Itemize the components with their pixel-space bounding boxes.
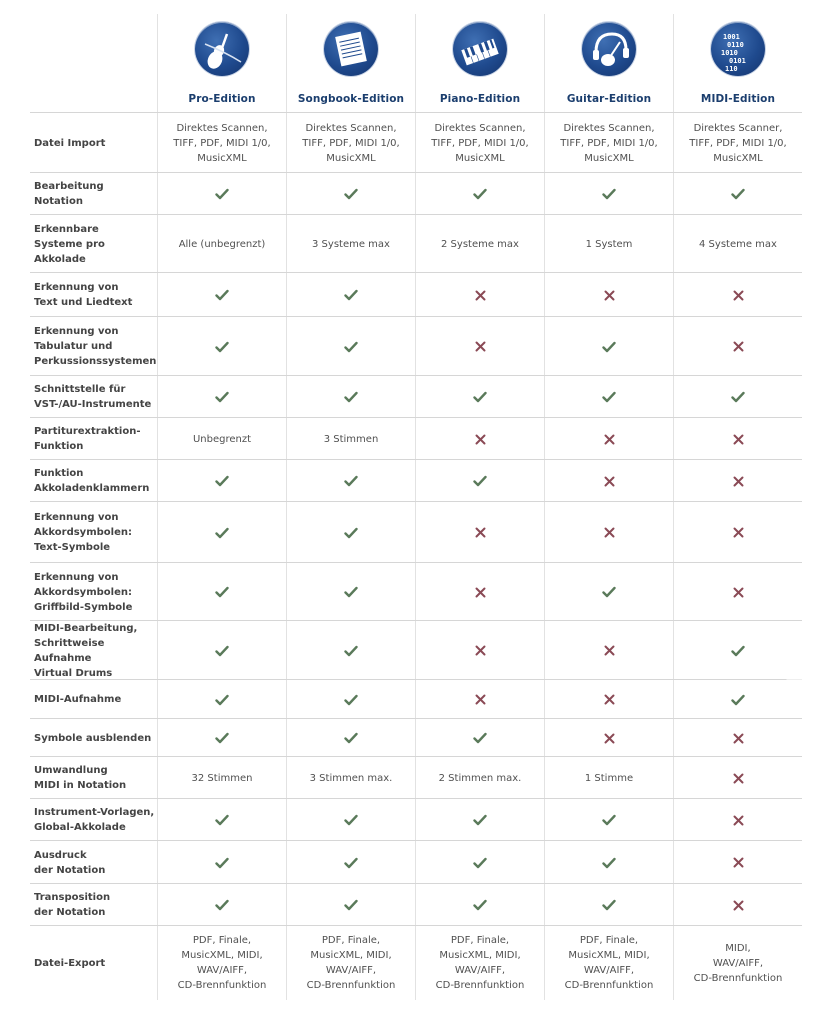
check-icon <box>344 694 358 706</box>
table-cell <box>287 173 415 215</box>
row-label <box>34 376 156 418</box>
check-icon <box>602 586 616 598</box>
check-icon <box>215 732 229 744</box>
table-cell <box>287 215 415 273</box>
table-cell <box>287 757 415 799</box>
cross-icon <box>475 341 486 352</box>
table-cell <box>416 926 544 1000</box>
table-cell <box>674 317 802 376</box>
cell-value: 1 Stimme <box>584 772 634 784</box>
table-cell <box>158 757 286 799</box>
check-icon <box>215 694 229 706</box>
table-cell <box>416 799 544 841</box>
edition-header <box>158 14 286 112</box>
row-label-text: MIDI-Aufnahme <box>34 694 122 705</box>
row-label-text: Erkennung von Akkordsymbolen: Griffbild-Symbole <box>34 571 133 613</box>
table-cell <box>416 215 544 273</box>
guitar-headphones-icon <box>582 22 636 76</box>
check-icon <box>731 645 745 657</box>
table-cell <box>545 460 673 502</box>
table-cell <box>545 502 673 563</box>
cross-icon <box>733 900 744 911</box>
cell-value: Direktes Scannen, TIFF, PDF, MIDI 1/0, MusicXML <box>173 122 271 164</box>
row-label-text: Erkennung von Text und Liedtext <box>34 282 133 308</box>
edition-header <box>416 14 544 112</box>
table-cell <box>545 926 673 1000</box>
table-cell <box>674 621 802 680</box>
edition-header <box>545 14 673 112</box>
table-cell <box>287 719 415 757</box>
cross-icon <box>733 773 744 784</box>
piano-icon <box>453 22 507 76</box>
table-cell <box>287 418 415 460</box>
cross-icon <box>475 434 486 445</box>
table-cell <box>158 799 286 841</box>
row-label <box>34 273 156 317</box>
check-icon <box>344 586 358 598</box>
cell-value: MIDI, WAV/AIFF, CD-Brennfunktion <box>693 942 783 984</box>
cell-value: 2 Systeme max <box>441 238 519 250</box>
table-cell <box>674 841 802 884</box>
row-label-text: Symbole ausblenden <box>34 732 152 744</box>
table-cell <box>545 563 673 621</box>
table-cell <box>158 113 286 173</box>
cross-icon <box>733 341 744 352</box>
table-cell <box>545 884 673 926</box>
cell-value: Direktes Scannen, TIFF, PDF, MIDI 1/0, MusicXML <box>560 122 658 164</box>
cell-value: 4 Systeme max <box>699 238 777 250</box>
row-label-text: Schnittstelle für VST-/AU-Instrumente <box>34 384 152 410</box>
row-label-text: Funktion Akkoladenklammern <box>34 468 150 494</box>
table-cell <box>545 273 673 317</box>
row-label <box>34 215 156 273</box>
check-icon <box>473 814 487 826</box>
table-cell <box>287 376 415 418</box>
svg-text:1001: 1001 <box>723 33 740 41</box>
svg-text:0110: 0110 <box>727 41 744 49</box>
table-cell <box>545 757 673 799</box>
table-cell <box>158 460 286 502</box>
table-cell <box>545 841 673 884</box>
check-icon <box>344 645 358 657</box>
row-label-text: Erkennung von Tabulatur und Perkussionssystemen <box>34 326 157 367</box>
check-icon <box>215 341 229 353</box>
table-cell <box>158 273 286 317</box>
cross-icon <box>733 587 744 598</box>
check-icon <box>473 857 487 869</box>
check-icon <box>215 857 229 869</box>
check-icon <box>344 391 358 403</box>
table-cell <box>416 884 544 926</box>
cross-icon <box>604 645 615 656</box>
cross-icon <box>733 290 744 301</box>
table-cell <box>545 317 673 376</box>
row-label <box>34 884 156 926</box>
row-label-text: MIDI-Bearbeitung, Schrittweise Aufnahme Virtual Drums <box>34 622 138 679</box>
table-cell <box>545 173 673 215</box>
check-icon <box>344 475 358 487</box>
row-label-text: Transposition der Notation <box>34 892 111 918</box>
table-cell <box>158 563 286 621</box>
cell-value: 3 Stimmen max. <box>309 772 393 784</box>
cross-icon <box>733 857 744 868</box>
cross-icon <box>733 815 744 826</box>
cell-value: Unbegrenzt <box>192 433 252 445</box>
table-cell <box>158 173 286 215</box>
table-cell <box>674 926 802 1000</box>
row-label <box>34 173 156 215</box>
row-label-text: Ausdruck der Notation <box>34 849 106 876</box>
check-icon <box>215 188 229 200</box>
table-cell <box>674 215 802 273</box>
check-icon <box>602 899 616 911</box>
cell-value: 1 System <box>585 238 633 250</box>
row-label <box>34 841 156 884</box>
table-cell <box>674 757 802 799</box>
violin-icon <box>195 22 249 76</box>
table-cell <box>545 113 673 173</box>
table-cell <box>674 563 802 621</box>
table-cell <box>545 376 673 418</box>
row-label-text: Erkennbare Systeme pro Akkolade <box>34 223 105 265</box>
check-icon <box>602 814 616 826</box>
table-cell <box>545 799 673 841</box>
cross-icon <box>475 694 486 705</box>
table-cell <box>416 418 544 460</box>
table-cell <box>416 113 544 173</box>
sheet-music-icon <box>324 22 378 76</box>
row-label <box>34 621 156 680</box>
table-cell <box>287 563 415 621</box>
row-label-text: Bearbeitung Notation <box>34 181 104 207</box>
table-cell <box>158 884 286 926</box>
check-icon <box>344 188 358 200</box>
edition-header <box>287 14 415 112</box>
cell-value: PDF, Finale, MusicXML, MIDI, WAV/AIFF, CD-Brennfunktion <box>435 935 525 991</box>
table-cell <box>287 317 415 376</box>
row-label <box>34 418 156 460</box>
check-icon <box>215 814 229 826</box>
table-cell <box>674 680 802 719</box>
table-cell <box>416 757 544 799</box>
row-label <box>34 799 156 841</box>
check-icon <box>215 586 229 598</box>
svg-text:0101: 0101 <box>729 57 746 65</box>
check-icon <box>344 814 358 826</box>
check-icon <box>473 475 487 487</box>
table-cell <box>545 680 673 719</box>
cross-icon <box>733 434 744 445</box>
table-cell <box>158 502 286 563</box>
cell-value: Alle (unbegrenzt) <box>178 238 266 250</box>
row-label-text: Erkennung von Akkordsymbolen: Text-Symbole <box>34 512 132 553</box>
table-cell <box>674 460 802 502</box>
cross-icon <box>475 527 486 538</box>
table-cell <box>158 719 286 757</box>
cross-icon <box>604 434 615 445</box>
row-label <box>34 719 156 757</box>
cross-icon <box>733 527 744 538</box>
check-icon <box>473 899 487 911</box>
table-cell <box>287 502 415 563</box>
edition-name: MIDI-Edition <box>700 93 776 105</box>
table-cell <box>674 719 802 757</box>
table-cell <box>416 563 544 621</box>
cell-value: PDF, Finale, MusicXML, MIDI, WAV/AIFF, CD-Brennfunktion <box>564 935 654 991</box>
cell-value: PDF, Finale, MusicXML, MIDI, WAV/AIFF, CD-Brennfunktion <box>177 935 267 991</box>
edition-name: Guitar-Edition <box>566 93 652 105</box>
cell-value: 32 Stimmen <box>191 772 253 784</box>
check-icon <box>602 857 616 869</box>
table-cell <box>416 719 544 757</box>
check-icon <box>344 289 358 301</box>
cross-icon <box>604 733 615 744</box>
table-cell <box>545 621 673 680</box>
cross-icon <box>475 290 486 301</box>
table-cell <box>674 502 802 563</box>
row-label-text: Partiturextraktion- Funktion <box>34 426 141 452</box>
cell-value: 3 Stimmen <box>323 433 379 445</box>
cross-icon <box>604 694 615 705</box>
cross-icon <box>604 290 615 301</box>
table-cell <box>158 841 286 884</box>
table-cell <box>158 376 286 418</box>
check-icon <box>215 899 229 911</box>
row-label <box>34 460 156 502</box>
check-icon <box>602 188 616 200</box>
row-label <box>34 757 156 799</box>
table-cell <box>674 173 802 215</box>
check-icon <box>215 645 229 657</box>
table-cell <box>287 460 415 502</box>
check-icon <box>344 341 358 353</box>
edition-name: Songbook-Edition <box>297 93 405 105</box>
check-icon <box>344 857 358 869</box>
table-cell <box>545 215 673 273</box>
cross-icon <box>733 733 744 744</box>
check-icon <box>473 391 487 403</box>
row-label <box>34 680 156 719</box>
cross-icon <box>733 476 744 487</box>
row-label-text: Datei-Export <box>34 957 106 969</box>
table-cell <box>287 884 415 926</box>
table-cell <box>158 621 286 680</box>
cell-value: Direktes Scanner, TIFF, PDF, MIDI 1/0, MusicXML <box>689 122 787 164</box>
cross-icon <box>475 645 486 656</box>
cell-value: PDF, Finale, MusicXML, MIDI, WAV/AIFF, CD-Brennfunktion <box>306 935 396 991</box>
check-icon <box>215 289 229 301</box>
table-cell <box>416 621 544 680</box>
table-cell <box>674 884 802 926</box>
row-label <box>34 926 156 1000</box>
table-cell <box>416 173 544 215</box>
cell-value: 3 Systeme max <box>312 238 390 250</box>
check-icon <box>215 475 229 487</box>
row-label-text: Instrument-Vorlagen, Global-Akkolade <box>34 807 155 833</box>
table-cell <box>416 680 544 719</box>
cross-icon <box>604 527 615 538</box>
table-cell <box>158 317 286 376</box>
svg-text:1010: 1010 <box>721 49 738 57</box>
table-cell <box>674 273 802 317</box>
table-cell <box>545 418 673 460</box>
check-icon <box>731 188 745 200</box>
edition-name: Piano-Edition <box>439 93 521 105</box>
table-cell <box>287 841 415 884</box>
table-cell <box>545 719 673 757</box>
edition-header <box>674 14 802 112</box>
table-cell <box>416 376 544 418</box>
row-label-text: Datei Import <box>34 137 106 149</box>
cell-value: 2 Stimmen max. <box>438 772 522 784</box>
table-cell <box>158 680 286 719</box>
check-icon <box>602 341 616 353</box>
table-cell <box>287 273 415 317</box>
table-cell <box>158 926 286 1000</box>
table-cell <box>416 502 544 563</box>
cross-icon <box>604 476 615 487</box>
table-cell <box>287 680 415 719</box>
binary-code-icon <box>711 22 765 76</box>
table-cell <box>287 113 415 173</box>
table-cell <box>287 799 415 841</box>
check-icon <box>731 694 745 706</box>
check-icon <box>344 527 358 539</box>
check-icon <box>215 527 229 539</box>
table-cell <box>416 460 544 502</box>
check-icon <box>731 391 745 403</box>
table-cell <box>287 926 415 1000</box>
table-cell <box>674 113 802 173</box>
table-cell <box>674 418 802 460</box>
check-icon <box>473 188 487 200</box>
table-cell <box>287 621 415 680</box>
cross-icon <box>475 587 486 598</box>
row-label <box>34 113 156 173</box>
check-icon <box>215 391 229 403</box>
table-cell <box>158 418 286 460</box>
table-cell <box>674 376 802 418</box>
table-cell <box>674 799 802 841</box>
table-cell <box>158 215 286 273</box>
table-cell <box>416 273 544 317</box>
cell-value: Direktes Scannen, TIFF, PDF, MIDI 1/0, MusicXML <box>431 122 529 164</box>
row-label <box>34 563 156 621</box>
row-label-text: Umwandlung MIDI in Notation <box>34 765 127 791</box>
table-cell <box>416 317 544 376</box>
row-label <box>34 502 156 563</box>
svg-text:110: 110 <box>725 65 738 73</box>
check-icon <box>344 899 358 911</box>
table-cell <box>416 841 544 884</box>
cell-value: Direktes Scannen, TIFF, PDF, MIDI 1/0, MusicXML <box>302 122 400 164</box>
check-icon <box>602 391 616 403</box>
check-icon <box>473 732 487 744</box>
edition-name: Pro-Edition <box>188 93 256 105</box>
check-icon <box>344 732 358 744</box>
row-label <box>34 317 156 376</box>
